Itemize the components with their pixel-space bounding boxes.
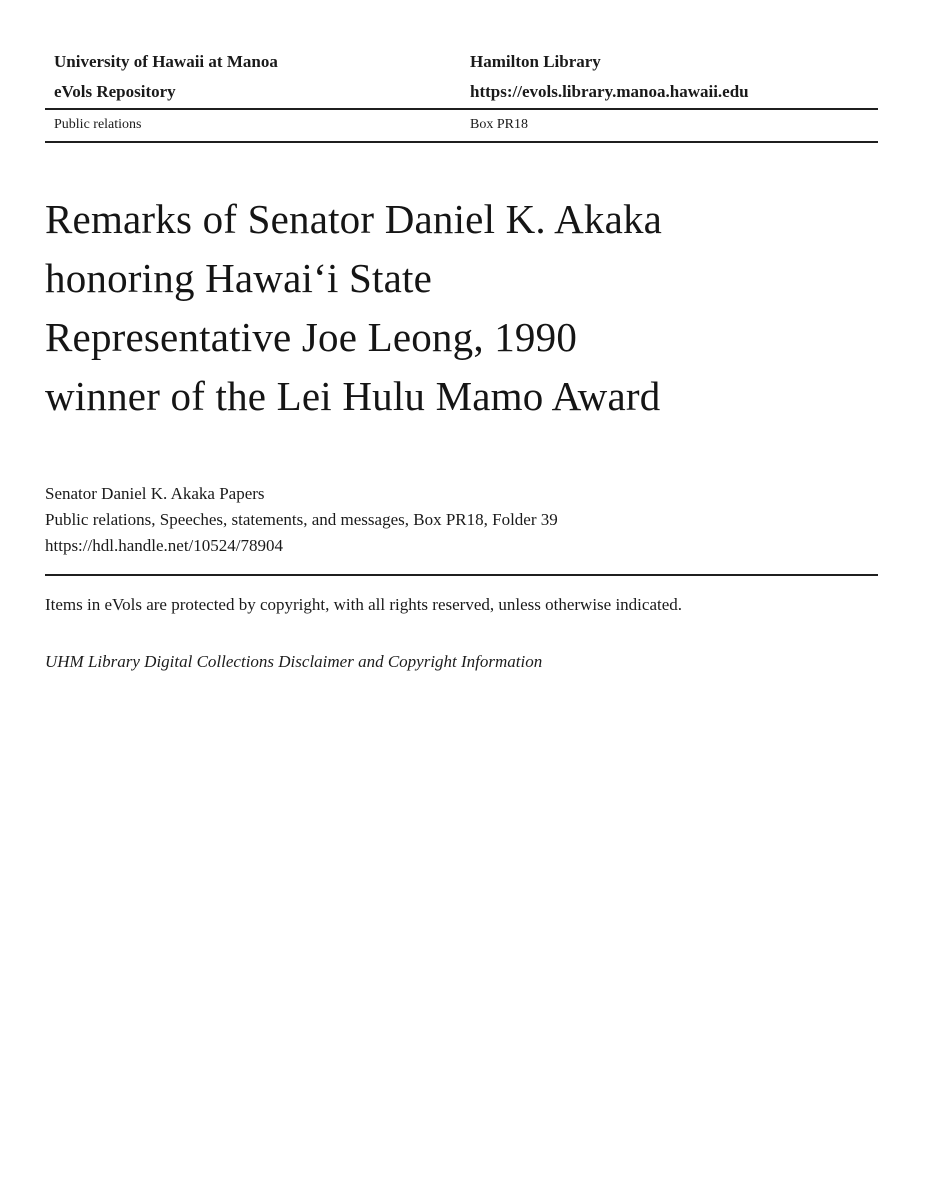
document-metadata bbox=[45, 481, 878, 559]
header-left-column bbox=[45, 47, 470, 107]
document-title bbox=[45, 190, 878, 426]
repository-url-link[interactable]: https://evols.library.manoa.hawaii.edu bbox=[470, 82, 749, 101]
library-name: Hamilton Library bbox=[470, 52, 601, 71]
repository-name: eVols Repository bbox=[54, 82, 176, 101]
header-right-column bbox=[470, 47, 878, 107]
footer-divider bbox=[45, 574, 878, 576]
collection-name: Senator Daniel K. Akaka Papers bbox=[45, 484, 265, 503]
header-main-row bbox=[45, 47, 878, 110]
title-line-1: Remarks of Senator Daniel K. Akaka bbox=[45, 196, 663, 242]
header-sub-row bbox=[45, 110, 878, 143]
title-line-3: Representative Joe Leong, 1990 bbox=[45, 314, 578, 360]
title-line-2: honoring Hawaiʻi State bbox=[45, 255, 432, 301]
copyright-notice: Items in eVols are protected by copyright, with all rights reserved, unless otherwise indicated. bbox=[45, 595, 683, 614]
handle-url-link[interactable]: https://hdl.handle.net/10524/78904 bbox=[45, 536, 283, 555]
collection-label: Public relations bbox=[54, 117, 142, 132]
institution-name: University of Hawaii at Manoa bbox=[54, 52, 278, 71]
page-content bbox=[45, 0, 878, 675]
box-label: Box PR18 bbox=[470, 117, 528, 132]
title-line-4: winner of the Lei Hulu Mamo Award bbox=[45, 373, 661, 419]
disclaimer-link[interactable]: UHM Library Digital Collections Disclaimer and Copyright Information bbox=[45, 652, 543, 671]
header bbox=[45, 47, 878, 143]
source-line: Public relations, Speeches, statements, and messages, Box PR18, Folder 39 bbox=[45, 510, 558, 529]
